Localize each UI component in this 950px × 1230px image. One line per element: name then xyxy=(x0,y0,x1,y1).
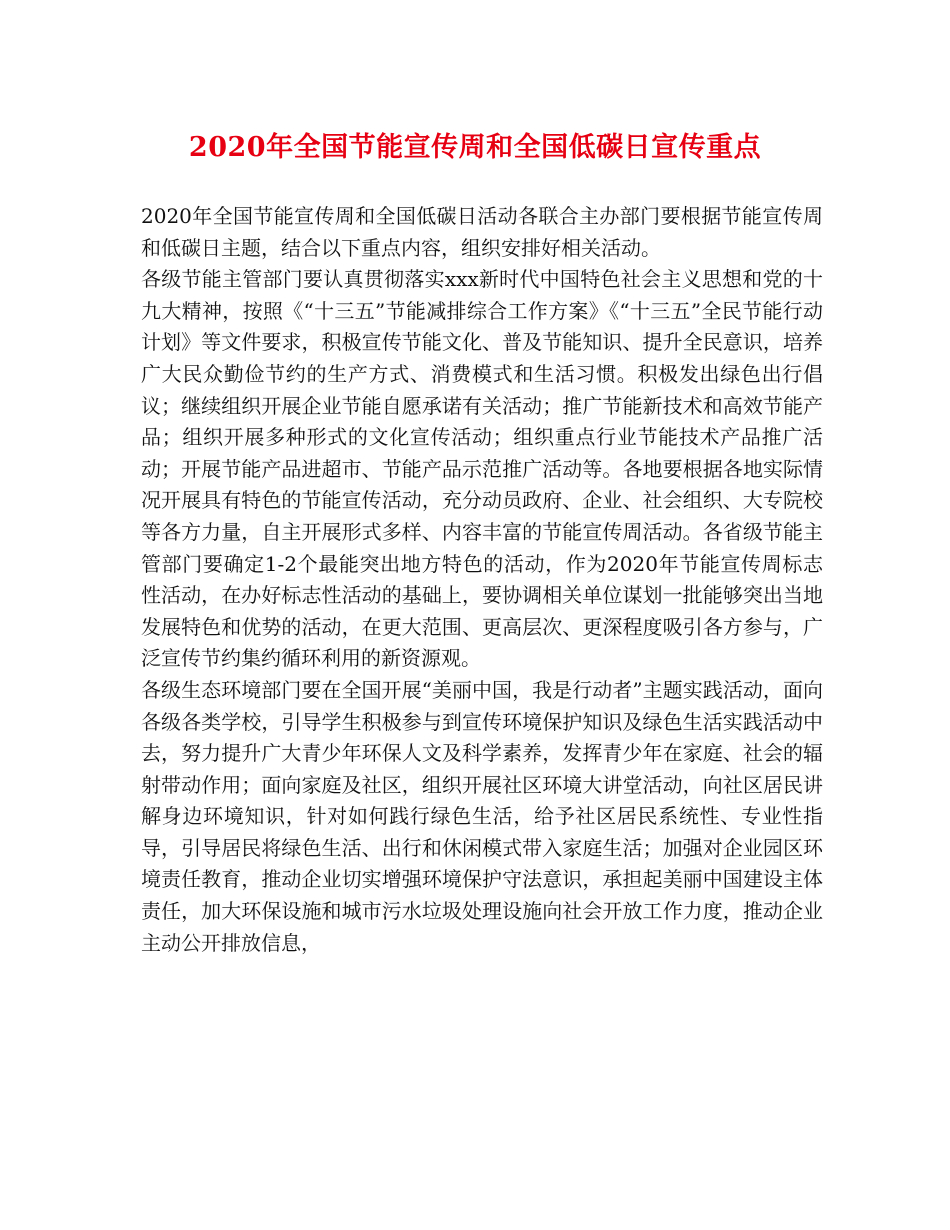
paragraph-environment-departments: 各级生态环境部门要在全国开展“美丽中国，我是行动者”主题实践活动，面向各级各类学校，引导学生积极参与到宣传环境保护知识及绿色生活实践活动中去，努力提升广大青少年环保人文及科学素养，发挥青少年在家庭、社会的辐射带动作用；面向家庭及社区，组织开展社区环境大讲堂活动，向社区居民讲解身边环境知识，针对如何践行绿色生活，给予社区居民系统性、专业性指导，引导居民将绿色生活、出行和休闲模式带入家庭生活；加强对企业园区环境责任教育，推动企业切实增强环境保护守法意识，承担起美丽中国建设主体责任，加大环保设施和城市污水垃圾处理设施向社会开放工作力度，推动企业主动公开排放信息， xyxy=(141,677,823,955)
document-title: 2020年全国节能宣传周和全国低碳日宣传重点 xyxy=(188,132,762,163)
paragraph-energy-departments: 各级节能主管部门要认真贯彻落实xxx新时代中国特色社会主义思想和党的十九大精神，按照《“十三五”节能减排综合工作方案》《“十三五”全民节能行动计划》等文件要求，积极宣传节能文化、普及节能知识、提升全民意识，培养广大民众勤俭节约的生产方式、消费模式和生活习惯。积极发出绿色出行倡议；继续组织开展企业节能自愿承诺有关活动；推广节能新技术和高效节能产品；组织开展多种形式的文化宣传活动；组织重点行业节能技术产品推广活动；开展节能产品进超市、节能产品示范推广活动等。各地要根据各地实际情况开展具有特色的节能宣传活动，充分动员政府、企业、社会组织、大专院校等各方力量，自主开展形式多样、内容丰富的节能宣传周活动。各省级节能主管部门要确定1-2个最能突出地方特色的活动，作为2020年节能宣传周标志性活动，在办好标志性活动的基础上，要协调相关单位谋划一批能够突出当地发展特色和优势的活动，在更大范围、更高层次、更深程度吸引各方参与，广泛宣传节约集约循环利用的新资源观。 xyxy=(141,267,823,671)
paragraph-intro: 2020年全国节能宣传周和全国低碳日活动各联合主办部门要根据节能宣传周和低碳日主题，结合以下重点内容，组织安排好相关活动。 xyxy=(141,204,823,260)
document-body xyxy=(141,201,823,959)
